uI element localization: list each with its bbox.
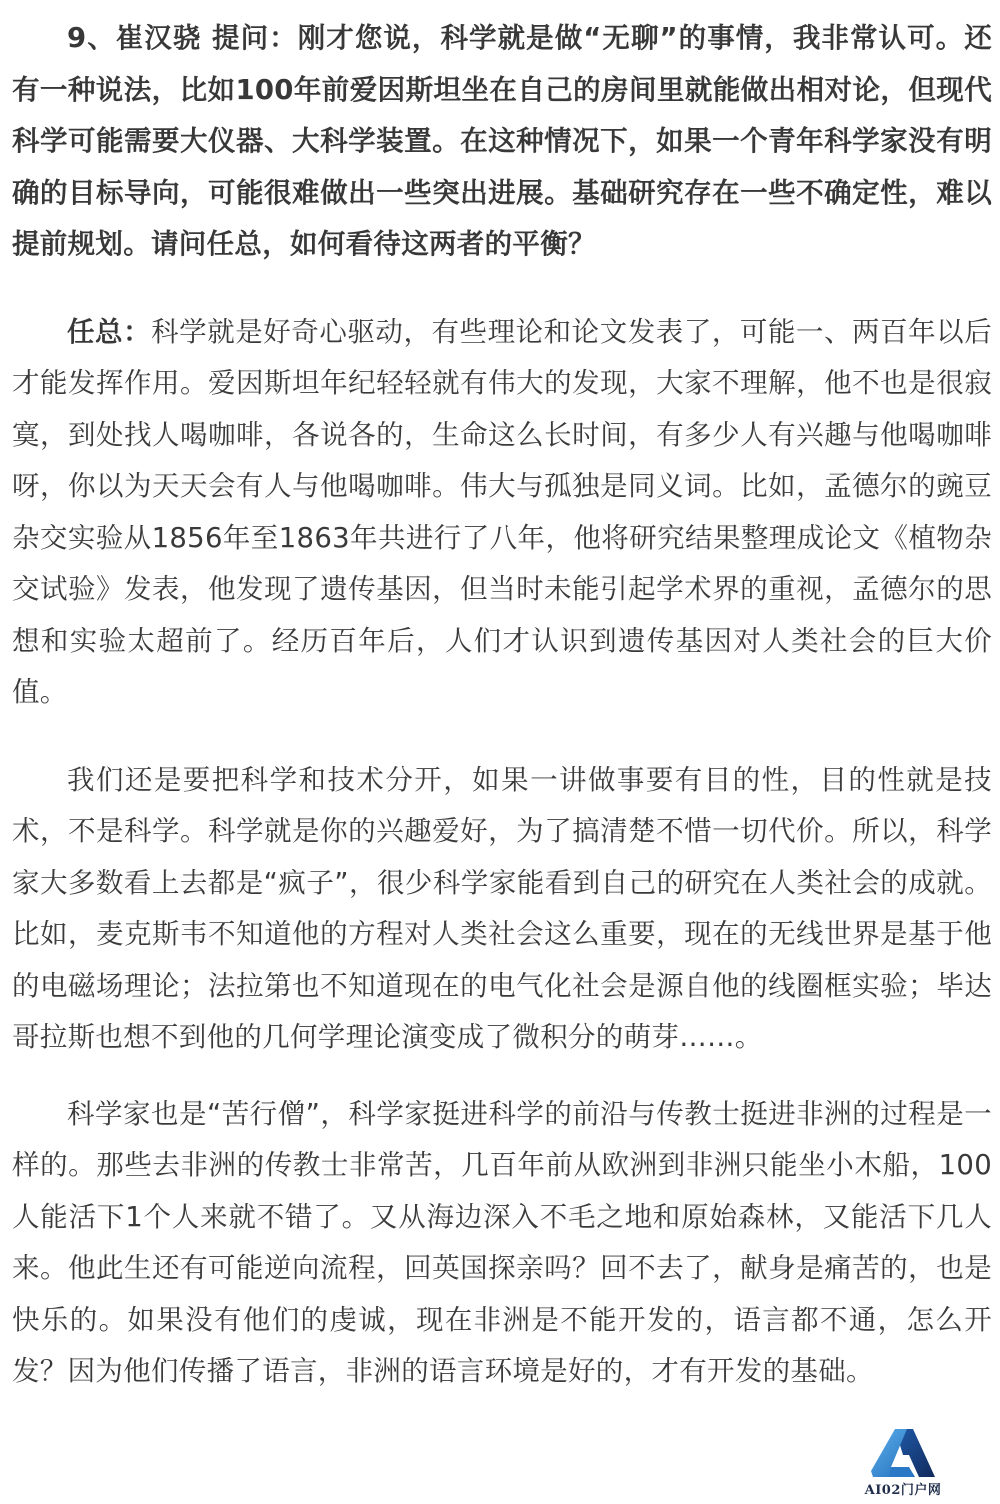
article-body — [12, 13, 992, 1398]
letter-a-logo-icon — [869, 1427, 937, 1479]
site-watermark — [858, 1427, 948, 1503]
question-paragraph: 9、崔汉骁 提问：刚才您说，科学就是做“无聊”的事情，我非常认可。还有一种说法，比如100年前爱因斯坦坐在自己的房间里就能做出相对论，但现代科学可能需要大仪器、大科学装置。在这种情况下，如果一个青年科学家没有明确的目标导向，可能很难做出一些突出进展。基础研究存在一些不确定性，难以提前规划。请问任总，如何看待这两者的平衡？ — [12, 22, 992, 260]
answer-paragraph — [12, 307, 992, 719]
missionary-analogy-paragraph: 科学家也是“苦行僧”，科学家挺进科学的前沿与传教士挺进非洲的过程是一样的。那些去非洲的传教士非常苦，几百年前从欧洲到非洲只能坐小木船，100人能活下1个人来就不错了。又从海边深入不毛之地和原始森林，又能活下几人来。他此生还有可能逆向流程，回英国探亲吗？回不去了，献身是痛苦的，也是快乐的。如果没有他们的虔诚，现在非洲是不能开发的，语言都不通，怎么开发？因为他们传播了语言，非洲的语言环境是好的，才有开发的基础。 — [12, 1097, 992, 1387]
speaker-label: 任总： — [67, 315, 152, 348]
science-vs-technology-paragraph: 我们还是要把科学和技术分开，如果一讲做事要有目的性，目的性就是技术，不是科学。科学就是你的兴趣爱好，为了搞清楚不惜一切代价。所以，科学家大多数看上去都是“疯子”，很少科学家能看到自己的研究在人类社会的成就。比如，麦克斯韦不知道他的方程对人类社会这么重要，现在的无线世界是基于他的电磁场理论；法拉第也不知道现在的电气化社会是源自他的线圈框实验；毕达哥拉斯也想不到他的几何学理论演变成了微积分的萌芽……。 — [12, 763, 992, 1053]
answer-text: 科学就是好奇心驱动，有些理论和论文发表了，可能一、两百年以后才能发挥作用。爱因斯坦年纪轻轻就有伟大的发现，大家不理解，他不也是很寂寞，到处找人喝咖啡，各说各的，生命这么长时间，有多少人有兴趣与他喝咖啡呀，你以为天天会有人与他喝咖啡。伟大与孤独是同义词。比如，孟德尔的豌豆杂交实验从1856年至1863年共进行了八年，他将研究结果整理成论文《植物杂交试验》发表，他发现了遗传基因，但当时未能引起学术界的重视，孟德尔的思想和实验太超前了。经历百年后，人们才认识到遗传基因对人类社会的巨大价值。 — [12, 315, 993, 708]
watermark-text: AI02门户网 — [864, 1483, 942, 1498]
